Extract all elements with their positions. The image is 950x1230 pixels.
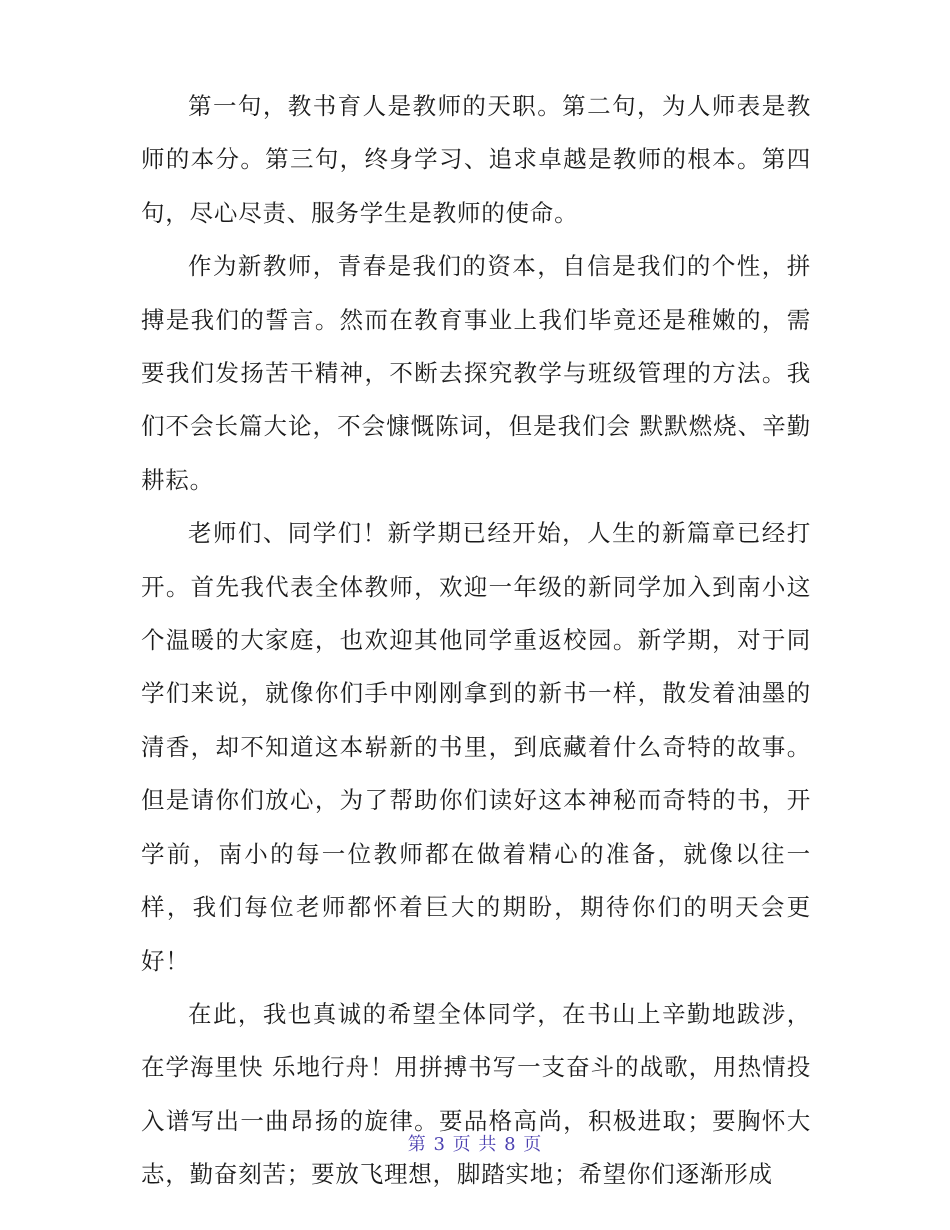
document-body: [141, 80, 811, 1202]
paragraph-2: 作为新教师，青春是我们的资本，自信是我们的个性，拼搏是我们的誓言。然而在教育事业上我们毕竟还是稚嫩的，需要我们发扬苦干精神，不断去探究教学与班级管理的方法。我们不会长篇大论，不会慷慨陈词，但是我们会 默默燃烧、辛勤耕耘。: [141, 252, 811, 494]
paragraph-4: 在此，我也真诚的希望全体同学，在书山上辛勤地跋涉，在学海里快 乐地行舟！用拼搏书写一支奋斗的战歌，用热情投入谱写出一曲昂扬的旋律。要品格高尚，积极进取；要胸怀大志，勤奋刻苦；要放飞理想，脚踏实地；希望你们逐渐形成: [141, 999, 811, 1189]
paragraph-1: 第一句，教书育人是教师的天职。第二句，为人师表是教师的本分。第三句，终身学习、追求卓越是教师的根本。第四句，尽心尽责、服务学生是教师的使命。: [141, 92, 811, 227]
page-number-footer: 第 3 页 共 8 页: [407, 1134, 543, 1155]
paragraph-3: 老师们、同学们！新学期已经开始，人生的新篇章已经打开。首先我代表全体教师，欢迎一年级的新同学加入到南小这个温暖的大家庭，也欢迎其他同学重返校园。新学期，对于同学们来说，就像你们手中刚刚拿到的新书一样，散发着油墨的清香，却不知道这本崭新的书里，到底藏着什么奇特的故事。但是请你们放心，为了帮助你们读好这本神秘而奇特的书，开学前，南小的每一位教师都在做着精心的准备，就像以往一样，我们每位老师都怀着巨大的期盼，期待你们的明天会更好！: [141, 519, 811, 975]
